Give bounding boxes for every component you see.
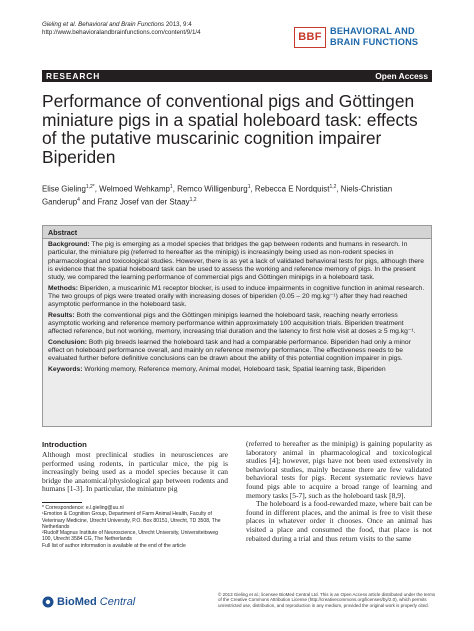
biomed-central-icon [42, 596, 54, 608]
correspondence-note: * Correspondence: e.l.gieling@uu.nl [42, 505, 124, 511]
bbf-abbrev: BBF [298, 31, 322, 43]
abstract-label: Background: [48, 241, 90, 248]
open-access-label: Open Access [375, 71, 428, 81]
article-citation [42, 21, 201, 37]
author-name: Rebecca E Nordquist [254, 184, 330, 194]
publisher-name [57, 596, 135, 608]
abstract-label: Keywords: [48, 365, 83, 373]
section-label: RESEARCH [46, 71, 101, 81]
section-banner [42, 70, 432, 82]
author-name: Welmoed Wehkamp [99, 184, 170, 194]
author-info-note: Full list of author information is available at the end of the article [42, 542, 186, 549]
author-name: Remco Willigenburg [177, 184, 248, 194]
left-column [42, 440, 228, 494]
abstract-results [48, 312, 426, 337]
author-name: Elise Gieling [42, 184, 86, 194]
citation-journal: Gieling et al. Behavioral and Brain Functions [42, 21, 165, 28]
citation-volume: 2013, 9:4 [164, 21, 192, 28]
biomed-central-logo[interactable] [42, 596, 135, 608]
journal-name-line2: BRAIN FUNCTIONS [330, 37, 419, 47]
author-list: Elise Gieling$^{1,2*}$, Welmoed Wehkamp$^1$, Remco Willigenburg$^1$, Rebecca E Nordquist$^{1,2}$, Niels-Christian Ganderup$^4$ and Franz Josef van der Staay$^{1,2}$ [42, 184, 393, 207]
abstract-text: Both the conventional pigs and the Göttingen minipigs learned the holeboard task, reaching nearly errorless asymptotic working and reference memory performance within approximately 100 acquisition trials. Biperiden treatment affected reference, but not working, memory, increasing trial duration and the latency to first hole visit at doses ≥ 5 mg.kg⁻¹. [48, 311, 416, 336]
intro-paragraph: Although most preclinical studies in neurosciences are performed using rodents, in particular mice, the pig is increasingly being used as a model species because it can bridge the anatomical/physiological gap between rodents and humans [1-3]. In particular, the miniature pig [42, 450, 228, 494]
author-affiliation-marker: 1,2* [85, 184, 95, 190]
abstract-text: The pig is emerging as a model species that bridges the gap between rodents and humans in research. In particular, the miniature pig (referred to hereafter as the minipig) is increasingly being used as non-rodent species in pharmacological and toxicological studies. However, there is as yet a lack of validated behavioral tests for pigs, although there is evidence that the spatial holeboard task can be used to assess the working and reference memory of pigs. In the present study, we compared the learning performance of commercial pigs and Göttingen minipigs in a holeboard task. [48, 241, 424, 282]
author-affiliation-marker: 4 [77, 197, 80, 204]
author-affiliation-marker: 1 [247, 184, 251, 190]
license-text: © 2013 Gieling et al.; licensee BioMed Central Ltd. This is an Open Access article distributed under the terms of the Creative Commons Attribution License (http://creativecommons.org/licenses/by/2.0), which permits unrestricted use, distribution, and reproduction in any medium, provided the original work is properly cited. [218, 592, 436, 608]
abstract-keywords [48, 366, 426, 374]
affiliation-1: ¹Emotion & Cognition Group, Department of Farm Animal Health, Faculty of Veterinary Medicine, Utrecht University, P.O. Box 80151, Utrecht, TD 3508, The Netherlands [42, 511, 221, 530]
author-name: Niels-Christian Ganderup [42, 184, 393, 207]
publisher-name-bold: BioMed [57, 596, 97, 608]
article-url[interactable]: http://www.behavioralandbrainfunctions.com/content/9/1/4 [42, 29, 201, 37]
author-affiliation-marker: 1 [169, 184, 173, 190]
journal-name-line1: BEHAVIORAL AND [330, 26, 415, 36]
publisher-name-light: Central [96, 596, 136, 608]
abstract-background [48, 241, 426, 282]
bbf-logo-icon [294, 27, 326, 48]
body-paragraph: (referred to hereafter as the minipig) is gaining popularity as laboratory animal in pharmacological and toxicological studies [4]; however, pigs have not been used extensively in behavioral studies, mainly because there are few validated behavioral tests for pigs. Recent systematic reviews have found pigs able to acquire a broad range of learning and memory tasks [5-7], such as the holeboard task [8,9]. [246, 439, 432, 500]
author-name: Franz Josef van der Staay [97, 197, 190, 207]
affiliation-2: ²Rudolf Magnus Institute of Neuroscience, Utrecht University, Universiteitsweg 100, Utrecht 3584 CG, The Netherlands [42, 530, 218, 543]
abstract-heading: Abstract [43, 226, 431, 239]
introduction-heading: Introduction [42, 440, 87, 449]
body-paragraph: The holeboard is a food-rewarded maze, where bait can be found in different places, and the animal is free to visit these places in whatever order it chooses. Once an animal has visited a place and consumed the food, that place is not rebaited during a trial and thus return visits to the same [246, 499, 432, 543]
abstract-text: Both pig breeds learned the holeboard task and had a comparable performance. Biperiden had only a minor effect on holeboard performance overall, and mainly on reference memory performance. The effectiveness needs to be evaluated further before definitive conclusions can be drawn about the ability of this potential cognition impairer in pigs. [48, 338, 411, 363]
footnotes [42, 505, 228, 549]
abstract-text: Working memory, Reference memory, Animal model, Holeboard task, Spatial learning task, Biperiden [82, 365, 386, 373]
abstract-body [43, 239, 431, 378]
journal-name [330, 26, 418, 48]
abstract-text: Biperiden, a muscarinic M1 receptor blocker, is used to induce impairments in cognitive function in animal research. The two groups of pigs were treated orally with increasing doses of biperiden (0.05 – 20 mg.kg⁻¹) after they had reached asymptotic performance in the holeboard task. [48, 284, 425, 309]
abstract-label: Results: [48, 311, 75, 319]
abstract-conclusion [48, 339, 426, 364]
abstract-box [42, 225, 432, 427]
footnote-divider [42, 502, 82, 503]
abstract-methods [48, 285, 426, 310]
abstract-label: Conclusion: [48, 338, 87, 346]
author-affiliation-marker: 1,2 [189, 197, 197, 204]
right-column [246, 440, 432, 543]
author-affiliation-marker: 1,2 [329, 184, 337, 190]
abstract-label: Methods: [48, 284, 78, 292]
article-title: Performance of conventional pigs and Göttingen miniature pigs in a spatial holeboard task: effects of the putative muscarinic cognition impairer Biperiden [42, 91, 418, 167]
journal-logo[interactable] [294, 26, 418, 48]
